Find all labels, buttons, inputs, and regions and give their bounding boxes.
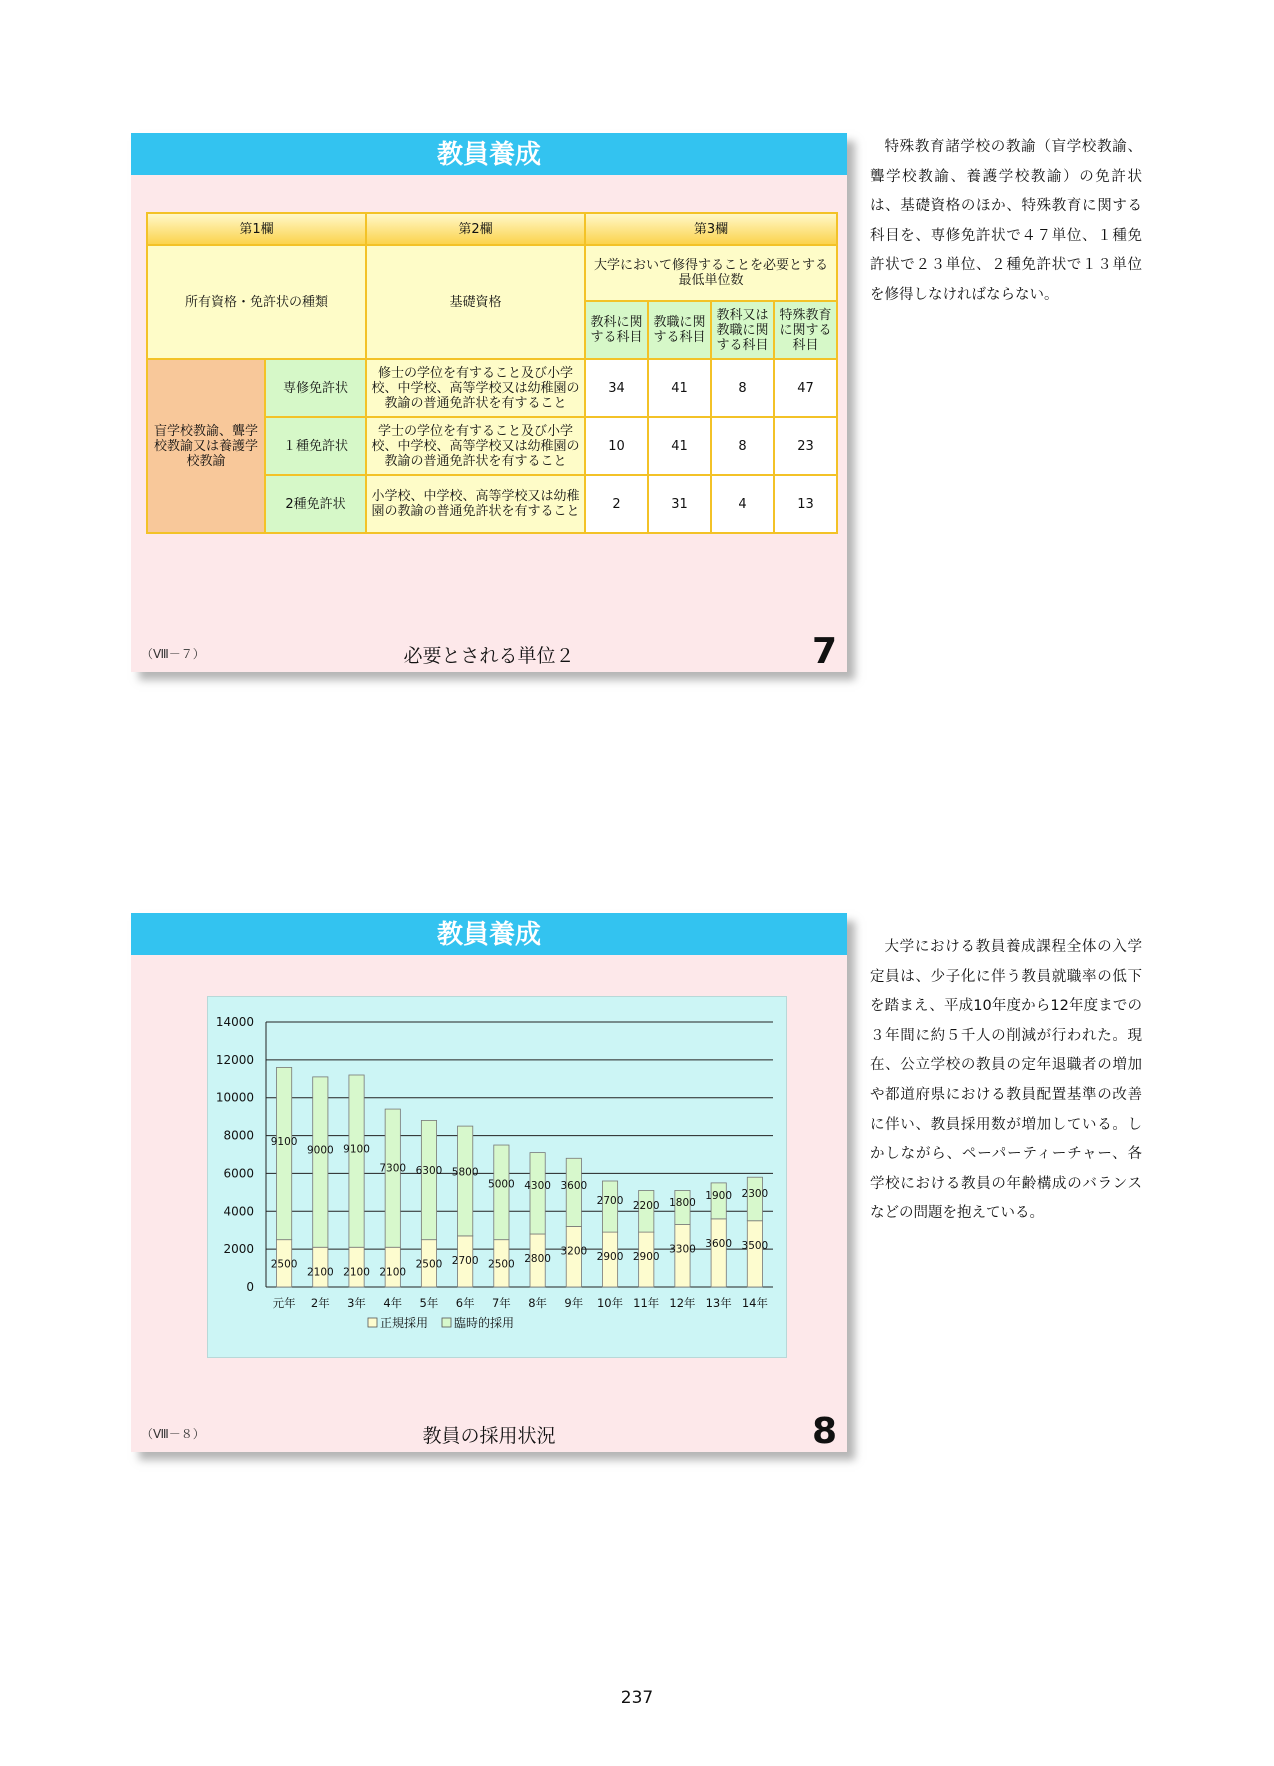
data-label-temporary: 4300 [524, 1180, 551, 1193]
x-tick-label: 5年 [419, 1296, 439, 1310]
data-label-regular: 2800 [524, 1253, 551, 1265]
data-label-temporary: 3600 [560, 1179, 588, 1192]
y-tick-label: 0 [246, 1280, 254, 1294]
col3-header: 第3欄 [585, 213, 837, 245]
bar-temporary-hiring [313, 1077, 328, 1247]
credit-value: 8 [711, 417, 774, 475]
data-label-regular: 2100 [343, 1266, 370, 1279]
slide-number: 7 [811, 631, 837, 672]
license-type: 2種免許状 [265, 475, 366, 533]
data-label-temporary: 1900 [705, 1190, 733, 1203]
slide-number: 8 [811, 1411, 837, 1452]
x-tick-label: 11年 [633, 1296, 660, 1310]
bar-temporary-hiring [277, 1067, 292, 1239]
data-label-regular: 3500 [741, 1239, 769, 1252]
bar-regular-hiring [747, 1221, 762, 1287]
data-label-regular: 2500 [270, 1258, 298, 1271]
teacher-group-label: 盲学校教諭、聾学校教諭又は養護学校教諭 [147, 359, 265, 533]
data-label-temporary: 2700 [596, 1194, 624, 1207]
slide-caption: 必要とされる単位２ [403, 645, 575, 667]
credit-value: 13 [774, 475, 837, 533]
data-label-regular: 2500 [415, 1258, 443, 1271]
legend-label: 正規採用 [380, 1316, 429, 1330]
credit-value: 47 [774, 359, 837, 417]
x-tick-label: 元年 [272, 1296, 296, 1310]
hiring-chart-svg [208, 997, 786, 1357]
bar-temporary-hiring [385, 1109, 400, 1247]
data-label-regular: 2900 [632, 1251, 660, 1264]
col1-header: 第1欄 [147, 213, 366, 245]
data-label-regular: 2700 [451, 1254, 479, 1267]
credit-value: 10 [585, 417, 648, 475]
data-label-regular: 2100 [306, 1266, 334, 1279]
x-tick-label: 12年 [669, 1296, 696, 1310]
slide-title: 教員養成 [131, 133, 847, 175]
slide-ref: （Ⅷ－８） [141, 1427, 205, 1441]
bar-regular-hiring [675, 1225, 690, 1287]
data-label-temporary: 1800 [669, 1196, 696, 1209]
y-tick-label: 6000 [223, 1166, 254, 1181]
y-tick-label: 2000 [223, 1242, 254, 1257]
x-tick-label: 7年 [491, 1296, 511, 1310]
data-label-regular: 3300 [669, 1243, 696, 1256]
legend-label: 臨時的採用 [454, 1316, 515, 1330]
x-tick-label: 8年 [528, 1296, 548, 1310]
data-label-temporary: 9100 [270, 1135, 298, 1148]
subject-credits-header: 教科に関する科目 [585, 301, 648, 359]
data-label-regular: 3600 [705, 1237, 733, 1250]
data-label-temporary: 5800 [451, 1166, 479, 1179]
x-tick-label: 13年 [705, 1296, 732, 1310]
bar-temporary-hiring [566, 1158, 581, 1226]
license-type: １種免許状 [265, 417, 366, 475]
x-tick-label: 2年 [310, 1296, 330, 1310]
credit-value: 41 [648, 417, 711, 475]
credit-value: 8 [711, 359, 774, 417]
data-label-temporary: 5000 [488, 1178, 515, 1191]
slide-ref: （Ⅷ－７） [141, 647, 205, 661]
y-tick-label: 10000 [215, 1090, 254, 1105]
slide2-description: 大学における教員養成課程全体の入学定員は、少子化に伴う教員就職率の低下を踏まえ、平成10年度から12年度までの３年間に約５千人の削減が行われた。現在、公立学校の教員の定年退職者の増加や都道府県における教員配置基準の改善に伴い、教員採用数が増加している。しかしながら、ペーパーティーチャー、各学校における教員の年齢構成のバランスなどの問題を抱えている。 [870, 939, 1142, 1222]
data-label-temporary: 6300 [415, 1165, 443, 1178]
bar-temporary-hiring [458, 1126, 473, 1236]
license-type-header: 所有資格・免許状の種類 [147, 245, 366, 359]
slide-required-credits [131, 133, 847, 672]
legend-swatch [368, 1318, 377, 1327]
legend-swatch [442, 1318, 451, 1327]
bar-temporary-hiring [349, 1075, 364, 1247]
col2-header: 第2欄 [366, 213, 585, 245]
x-tick-label: 10年 [596, 1296, 624, 1310]
basis-header: 基礎資格 [366, 245, 585, 359]
license-basis: 修士の学位を有すること及び小学校、中学校、高等学校又は幼稚園の教諭の普通免許状を有すること [366, 359, 585, 417]
data-label-temporary: 7300 [379, 1162, 407, 1175]
x-tick-label: 14年 [741, 1296, 768, 1310]
credit-value: 2 [585, 475, 648, 533]
x-tick-label: 3年 [347, 1296, 366, 1310]
data-label-regular: 2500 [488, 1258, 515, 1271]
special-ed-header: 特殊教育に関する科目 [774, 301, 837, 359]
data-label-regular: 2900 [596, 1251, 624, 1264]
credit-value: 34 [585, 359, 648, 417]
bar-temporary-hiring [494, 1145, 509, 1240]
x-tick-label: 9年 [564, 1296, 584, 1310]
teaching-credits-header: 教職に関する科目 [648, 301, 711, 359]
page-number: 237 [620, 1688, 654, 1708]
x-tick-label: 4年 [383, 1296, 403, 1310]
data-label-temporary: 2300 [741, 1187, 769, 1200]
y-tick-label: 14000 [215, 1015, 254, 1029]
slide-title: 教員養成 [131, 913, 847, 955]
license-basis: 学士の学位を有すること及び小学校、中学校、高等学校又は幼稚園の教諭の普通免許状を有すること [366, 417, 585, 475]
data-label-temporary: 2200 [632, 1200, 660, 1213]
y-tick-label: 8000 [223, 1128, 254, 1143]
subject-or-teaching-header: 教科又は教職に関する科目 [711, 301, 774, 359]
bar-temporary-hiring [530, 1153, 545, 1234]
bar-regular-hiring [711, 1219, 726, 1287]
y-tick-label: 12000 [215, 1052, 254, 1067]
data-label-regular: 3200 [560, 1245, 588, 1258]
data-label-temporary: 9000 [306, 1144, 334, 1157]
data-label-regular: 2100 [379, 1266, 407, 1279]
credits-table [146, 212, 838, 534]
credit-value: 4 [711, 475, 774, 533]
slide1-description: 特殊教育諸学校の教諭（盲学校教諭、聾学校教諭、養護学校教諭）の免許状は、基礎資格のほか、特殊教育に関する科目を、専修免許状で４７単位、１種免許状で２３単位、２種免許状で１３単位を修得しなければならない。 [870, 139, 1142, 303]
credit-value: 23 [774, 417, 837, 475]
min-credits-header: 大学において修得することを必要とする最低単位数 [585, 245, 837, 301]
x-tick-label: 6年 [455, 1296, 475, 1310]
credit-value: 31 [648, 475, 711, 533]
slide-hiring-status [131, 913, 847, 1452]
bar-temporary-hiring [421, 1120, 436, 1239]
license-type: 専修免許状 [265, 359, 366, 417]
y-tick-label: 4000 [223, 1204, 254, 1219]
data-label-temporary: 9100 [343, 1143, 370, 1156]
slide-caption: 教員の採用状況 [422, 1425, 556, 1447]
license-basis: 小学校、中学校、高等学校又は幼稚園の教諭の普通免許状を有すること [366, 475, 585, 533]
hiring-chart [207, 996, 787, 1358]
credit-value: 41 [648, 359, 711, 417]
